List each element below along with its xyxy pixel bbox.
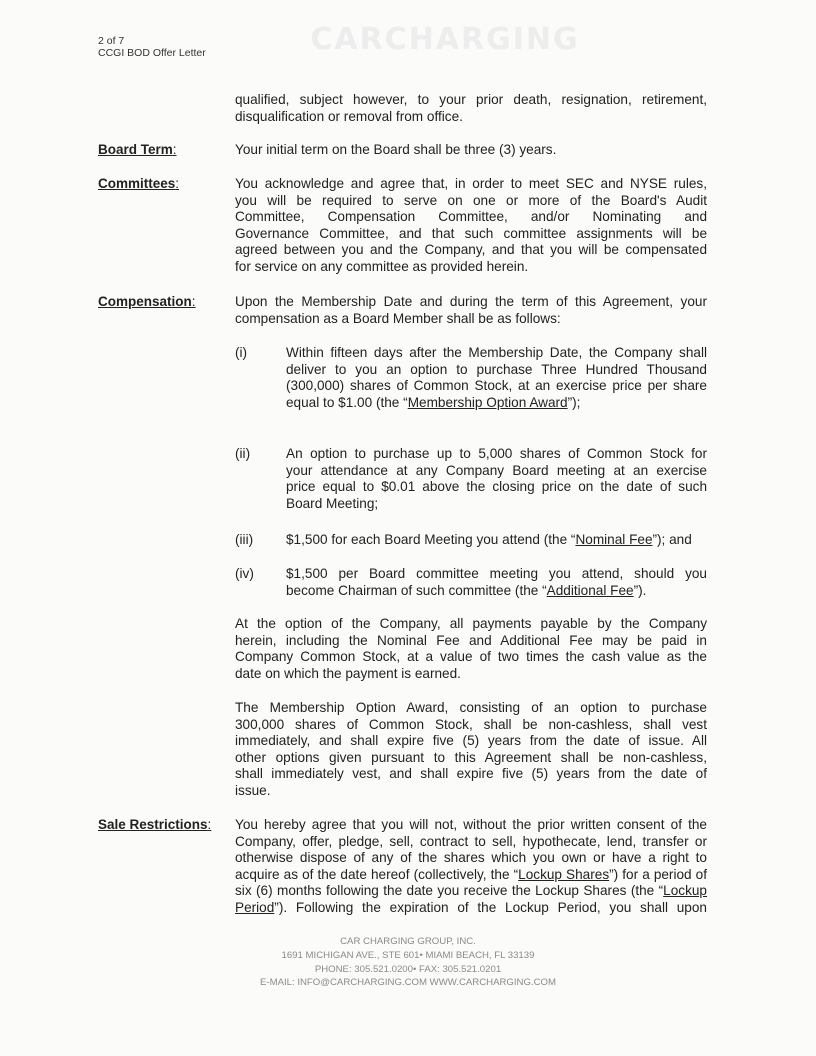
defined-term: Lockup Shares bbox=[518, 866, 610, 882]
text-line: disqualification or removal from office. bbox=[235, 108, 463, 124]
text-line: Board Meeting; bbox=[286, 495, 379, 511]
text-line: Committee, Compensation Committee, and/or Nominating and bbox=[235, 209, 707, 224]
text-line: six (6) months following the date you receive the Lockup Shares (the “Lockup bbox=[235, 883, 707, 898]
document-title: CCGI BOD Offer Letter bbox=[98, 47, 206, 59]
text-line: An option to purchase up to 5,000 shares of Common Stock for bbox=[286, 446, 707, 461]
defined-term: Lockup bbox=[663, 883, 707, 898]
text-line: You hereby agree that you will not, without the prior written consent of the bbox=[235, 817, 707, 832]
footer-address: 1691 MICHIGAN AVE., STE 601• MIAMI BEACH, FL 33139 bbox=[281, 949, 535, 961]
footer-phone: PHONE: 305.521.0200• FAX: 305.521.0201 bbox=[314, 963, 502, 975]
text-line: $1,500 per Board committee meeting you attend, should you bbox=[286, 566, 707, 581]
committees-paragraph bbox=[235, 176, 707, 275]
compensation-heading: Compensation: bbox=[98, 294, 196, 309]
text-line: Company, offer, pledge, sell, contract to sell, hypothecate, lend, transfer or bbox=[235, 833, 707, 849]
item-number: (i) bbox=[235, 345, 248, 360]
text-line: shall immediately vest, and shall expire five (5) years from the date of bbox=[235, 766, 707, 781]
text-line: date on which the payment is earned. bbox=[235, 665, 461, 681]
text-line: compensation as a Board Member shall be as follows: bbox=[235, 310, 561, 326]
item-number: (iii) bbox=[235, 532, 254, 547]
text-line: deliver to you an option to purchase Three Hundred Thousand bbox=[286, 361, 707, 377]
footer-company: CAR CHARGING GROUP, INC. bbox=[340, 936, 476, 947]
item-number: (ii) bbox=[235, 446, 251, 461]
text-line: qualified, subject however, to your prior death, resignation, retirement, bbox=[235, 92, 707, 107]
text-line: $1,500 for each Board Meeting you attend (the “Nominal Fee”); and bbox=[286, 532, 692, 547]
intro-paragraph bbox=[235, 92, 707, 125]
text-line: At the option of the Company, all payments payable by the Company bbox=[235, 616, 707, 631]
defined-term: Membership Option Award bbox=[407, 394, 568, 410]
text-line: your attendance at any Company Board meeting at an exercise bbox=[286, 462, 707, 478]
text-line: issue. bbox=[235, 782, 271, 798]
text-line: Governance Committee, and that such committee assignments will be bbox=[235, 225, 707, 241]
defined-term: Additional Fee bbox=[546, 582, 634, 598]
board-term-text bbox=[235, 142, 707, 159]
page-header bbox=[98, 35, 206, 59]
text-line: you will be required to serve on one or more of the Board's Audit bbox=[235, 192, 707, 208]
text-line: The Membership Option Award, consisting of an option to purchase bbox=[235, 700, 707, 715]
text-line: for service on any committee as provided herein. bbox=[235, 258, 529, 274]
item-number: (iv) bbox=[235, 566, 254, 581]
sale-restrictions-heading: Sale Restrictions: bbox=[98, 817, 212, 832]
text-line: Upon the Membership Date and during the term of this Agreement, your bbox=[235, 294, 707, 309]
text-line: agreed between you and the Company, and that you will be compensated bbox=[235, 242, 707, 257]
compensation-item-ii bbox=[286, 446, 707, 512]
text-line: other options given pursuant to this Agreement shall be non-cashless, bbox=[235, 749, 707, 765]
compensation-intro bbox=[235, 294, 707, 327]
compensation-item-i bbox=[286, 345, 707, 411]
sale-restrictions-paragraph bbox=[235, 817, 707, 916]
text-line: Period”). Following the expiration of the Lockup Period, you shall upon bbox=[235, 899, 707, 915]
text-line: 300,000 shares of Common Stock, shall be non-cashless, shall vest bbox=[235, 716, 707, 732]
text-line: Within fifteen days after the Membership Date, the Company shall bbox=[286, 345, 707, 360]
compensation-item-iv bbox=[286, 566, 707, 599]
text-line: Company Common Stock, at a value of two times the cash value as the bbox=[235, 649, 707, 664]
defined-term: Nominal Fee bbox=[575, 532, 653, 547]
committees-heading: Committees: bbox=[98, 176, 180, 191]
text-line: herein, including the Nominal Fee and Additional Fee may be paid in bbox=[235, 632, 707, 648]
payment-option-paragraph bbox=[235, 616, 707, 682]
board-term-heading: Board Term: bbox=[98, 142, 177, 157]
text-line: You acknowledge and agree that, in order to meet SEC and NYSE rules, bbox=[235, 176, 707, 191]
text-line: immediately, and shall expire five (5) years from the date of issue. All bbox=[235, 733, 707, 748]
text-line: equal to $1.00 (the “Membership Option Award”); bbox=[286, 394, 581, 410]
defined-term: Period bbox=[235, 899, 275, 915]
text-line: otherwise dispose of any of the shares which you own or have a right to bbox=[235, 850, 707, 865]
text-line: Your initial term on the Board shall be three (3) years. bbox=[235, 142, 557, 157]
compensation-item-iii bbox=[286, 532, 707, 549]
text-line: become Chairman of such committee (the “Additional Fee”). bbox=[286, 582, 647, 598]
option-award-paragraph bbox=[235, 700, 707, 799]
faint-logo-watermark: CARCHARGING bbox=[310, 22, 580, 57]
footer-email: E-MAIL: INFO@CARCHARGING.COM WWW.CARCHARGING.COM bbox=[260, 977, 556, 989]
letterhead-footer bbox=[200, 935, 616, 990]
page-number: 2 of 7 bbox=[98, 35, 125, 47]
text-line: acquire as of the date hereof (collectively, the “Lockup Shares”) for a period of bbox=[235, 866, 708, 882]
text-line: price equal to $0.01 above the closing price on the date of such bbox=[286, 479, 707, 494]
text-line: (300,000) shares of Common Stock, at an exercise price per share bbox=[286, 378, 707, 393]
